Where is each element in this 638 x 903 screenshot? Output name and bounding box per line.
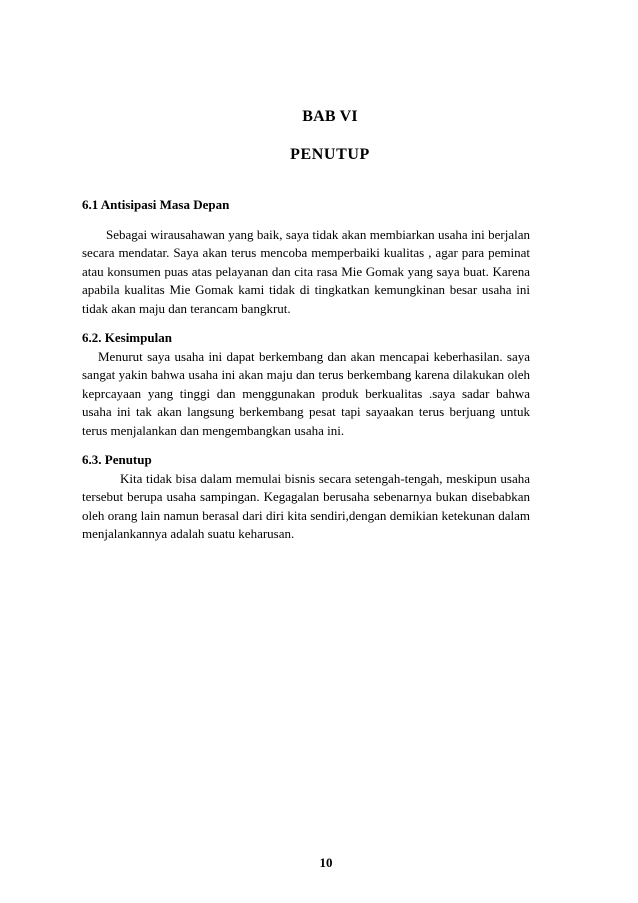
chapter-content	[82, 196, 530, 544]
section-paragraph: Sebagai wirausahawan yang baik, saya tidak akan membiarkan usaha ini berjalan secara mendatar. Saya akan terus mencoba memperbaiki kualitas , agar para peminat atau konsumen puas atas pelayanan dan cita rasa Mie Gomak yang saya buat. Karena apabila kualitas Mie Gomak kami tidak di tingkatkan kemungkinan besar usaha ini tidak akan maju dan terancam bangkrut.	[82, 226, 530, 316]
section-anticipation	[82, 196, 530, 318]
section-heading: 6.2. Kesimpulan	[82, 330, 172, 345]
section-closing	[82, 451, 530, 544]
section-paragraph: Menurut saya usaha ini dapat berkembang dan akan mencapai keberhasilan. saya sangat yakin bahwa usaha ini akan maju dan terus berkembang karena dilakukan oleh keprcayaan yang tinggi dan menggunakan produk berkualitas .saya sadar bahwa usaha ini tak akan langsung berkembang pesat tapi sayaakan terus berjuang untuk terus menjalankan dan mengembangkan usaha ini.	[82, 348, 530, 438]
section-conclusion	[82, 329, 530, 440]
chapter-label: BAB VI	[302, 108, 358, 125]
section-heading: 6.1 Antisipasi Masa Depan	[82, 197, 230, 212]
section-paragraph: Kita tidak bisa dalam memulai bisnis secara setengah-tengah, meskipun usaha tersebut berupa usaha sampingan. Kegagalan berusaha sebenarnya bukan disebabkan oleh orang lain namun berasal dari diri kita sendiri,dengan demikian ketekunan dalam menjalankannya adalah suatu keharusan.	[82, 470, 530, 541]
page-number: 10	[319, 855, 333, 870]
chapter-title: PENUTUP	[290, 146, 370, 163]
section-heading: 6.3. Penutup	[82, 452, 152, 467]
